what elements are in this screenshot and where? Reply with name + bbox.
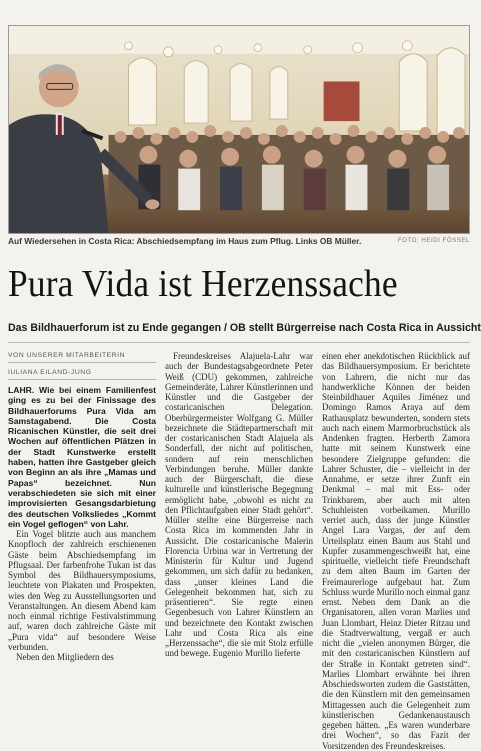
photo-caption: Auf Wiedersehen in Costa Rica: Abschiedsempfang im Haus zum Pflug. Links OB Müller. <box>8 236 362 246</box>
body-paragraph: Neben den Mitgliedern des <box>16 652 114 663</box>
article-photo <box>8 25 470 234</box>
reception-crowd-image <box>9 26 469 233</box>
article-column-3 <box>322 351 470 751</box>
byline-divider <box>8 379 156 380</box>
article-column-2 <box>165 351 313 668</box>
subheadline: Das Bildhauerforum ist zu Ende gegangen / OB stellt Bürgerreise nach Costa Rica in Aussicht <box>8 322 481 334</box>
body-paragraph: Freundeskreises Alajuela-Lahr war auch der Bundestagsabgeordnete Peter Weiß (CDU) gekommen, zahlreiche Gemeinderäte, Lahrer Künstlerinnen und Künstler und die Gastgeber der costaricanischen Delegation. Oberbürgermeister Wolfgang G. Müller bezeichnete die Städtepartnerschaft mit der costaricanischen Stadt Alajuela als Sonderfall, der nicht auf politischen, sondern auf rein menschlichen Verbindungen beruhe. Müller dankte auch der Bürgerschaft, die diese kulturelle und künstlerische Begegnung ermöglicht habe, „obwohl es nicht zu den Pflichtaufgaben einer Stadt gehört“. Müller stellte eine Bürgerreise nach Costa Rica im kommenden Jahr in Aussicht. Die costaricanische Malerin Florencia Urbina war in Vertretung der Ministerin für Kultur und Jugend gekommen, um sich dafür zu bedanken, dass „unser kleines Land die Gelegenheit bekommen hat, sich zu präsentieren“. Sie regte einen Gegenbesuch von Lahrer Künstlern an und bezeichnete den Kontakt zwischen Lahr und Costa Rica als eine „Herzenssache“, die sie mit Stolz erfülle und bewege. Eugenio Murillo lieferte <box>165 351 313 659</box>
headline: Pura Vida ist Herzenssache <box>8 263 398 305</box>
byline-divider <box>8 362 156 363</box>
byline-role: VON UNSERER MITARBEITERIN <box>8 352 126 359</box>
photo-caption-row <box>8 236 470 248</box>
body-paragraph: einen eher anekdotischen Rückblick auf das Bildhauersymposium. Er berichtete von Lahrern, die nicht nur das handwerkliche Können der beiden Steinbildhauer Aquiles Jiménez und Domingo Ramos Araya auf dem Rathausplatz bewunderten, sondern stets auch nach einem Marmorbruchstück als Andenken fragten. Herberth Zamora hatte mit seinem Kunstwerk eine besondere Zielgruppe gefunden: die Lahrer Schuster, die – vielleicht in der Annahme, er setze ihrer Zunft ein Denkmal – mal mit Ess- oder Trinkbarem, aber auch mit alten Schuhleisten vorbeikamen. Murillo verriet auch, dass der junge Künstler Angel Lara Vargas, der auf dem Urteilsplatz einen Baum aus Stahl und Kupfer zusammengeschweißt hat, eine spirituelle, vielleicht tiefe Freundschaft zu dem alten Baum im Garten der Freimaurerloge aufgebaut hat. Zum Schluss wurde Murillo noch einmal ganz ernst. Neben dem Dank an die Organisatoren, allen voran Marlies und Juan Llombart, Heinz Dieter Ritzau und die Stadtverwaltung, vergaß er auch nicht die „vielen anonymen Bürger, die mit den costaricanischen Künstlern auf der Straße in Kontakt getreten sind“. Marlies Llombart erwähnte bei ihren Abschiedsworten zudem die Gaststätten, die den Künstlern mit den gemeinsamen Mittagessen auch die Gelegenheit zum künstlerischen Gedankenaustausch gegeben hätten. „Es waren wunderbare drei Wochen“, so das Fazit der Vorsitzenden des Freundeskreises. <box>322 351 470 751</box>
lead-paragraph: LAHR. Wie bei einem Familienfest ging es zu bei der Finissage des Bildhauerforums Pura Vida am Samstagabend. Die Costa Ricanischen Künstler, die seit drei Wochen auf öffentlichen Plätzen in der Stadt Kunstwerke erstellt haben, hatten ihre Gastgeber gleich von Beginn an als ihre „Mamas und Papas“ bezeichnet. Nun verabschiedeten sie sich mit einer improvisierten Gesangsdarbietung des deutschen Volksliedes „Kommt ein Vogel geflogen“ von Lahr. <box>8 385 156 529</box>
divider <box>8 342 470 343</box>
article-column-1 <box>8 351 156 668</box>
byline-author: IULIANA EILAND-JUNG <box>8 369 92 376</box>
photo-credit: FOTO: HEIDI FÖSSEL <box>397 237 470 244</box>
body-paragraph: Ein Vogel blitzte auch aus manchem Knopfloch der zahlreich erschienenen Gäste beim Abschiedsempfang im Pflugsaal. Der farbenfrohe Tukan ist das Symbol des Bildhauersymposiums, leuchtete von Plakaten und Prospekten, wies den Weg zu Ausstellungsorten und Veranstaltungen. An diesem Abend kam noch einmal richtige Festivalstimmung auf, waren doch zahlreiche Gäste mit „Pura vida“ auf besondere Weise verbunden. <box>8 529 156 652</box>
